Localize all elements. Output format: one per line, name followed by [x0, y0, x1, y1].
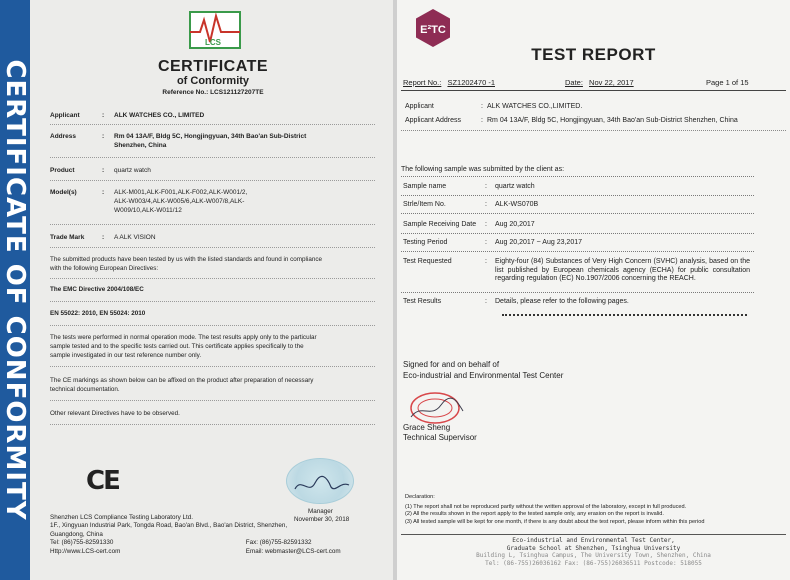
conditions-line-2: sample tested and to the specific tests carried out. This certificate applies specifically to the [50, 343, 304, 350]
report-date [565, 78, 634, 87]
models-line-2: ALK-W003/4,ALK-W005/6,ALK-W007/8,ALK- [114, 198, 245, 205]
period-value: Aug 20,2017 ~ Aug 23,2017 [495, 239, 582, 246]
ce-mark: CE [86, 466, 119, 496]
signature-icon [287, 459, 355, 505]
ce-line-1: The CE markings as shown below can be affixed on the product after preparation of necessary [50, 377, 314, 384]
conditions-line-3: sample investigated in our test reference number only. [50, 352, 202, 359]
band-text: CERTIFICATE OF CONFORMITY [0, 59, 30, 521]
lab-email: Email: webmaster@LCS-cert.com [245, 547, 341, 555]
report-applicant-label: Applicant [405, 103, 434, 110]
report-title: TEST REPORT [531, 45, 656, 64]
certificate-title: CERTIFICATE [157, 58, 269, 75]
trademark-label: Trade Mark [50, 234, 85, 241]
report-number [403, 78, 495, 87]
footer-line-3: Building L, Tsinghua Campus, The University Town, Shenzhen, China [476, 552, 711, 560]
standards-text: EN 55022: 2010, EN 55024: 2010 [50, 310, 146, 317]
compliance-line-1: The submitted products have been tested by us with the listed standards and found in compliance [50, 256, 322, 263]
product-label: Product [50, 167, 75, 174]
lcs-logo [188, 10, 242, 50]
lab-web: Http://www.LCS-cert.com [50, 547, 121, 555]
models-line-1: ALK-M001,ALK-F001,ALK-F002,ALK-W001/2, [114, 189, 248, 196]
svg-text:LCS: LCS [205, 38, 221, 47]
report-address-value: Rm 04 13A/F, Bldg 5C, Hongjingyuan, 34th Bao'an Sub-District Shenzhen, China [487, 117, 738, 124]
address-line-2: Shenzhen, China [114, 142, 167, 149]
signed-line-1: Signed for and on behalf of [403, 360, 500, 369]
sample-name-value: quartz watch [495, 183, 535, 190]
manager-title: Manager [308, 508, 333, 515]
lab-footer [50, 514, 380, 556]
other-directives: Other relevant Directives have to be observed. [50, 410, 180, 417]
sample-name-label: Sample name [403, 183, 447, 190]
requested-value: Eighty-four (84) Substances of Very High Concern (SVHC) analysis, based on the list published by European chemicals agency (ECHA) for public consultation regarding regulation (EC) No.1907/2006 concerning the REACH. [495, 258, 750, 283]
signed-line-2: Eco-industrial and Environmental Test Center [403, 371, 564, 380]
ce-line-2: technical documentation. [50, 386, 120, 393]
period-label: Testing Period [403, 239, 448, 246]
address-label: Address [50, 133, 77, 140]
certificate-reference: Reference No.: LCS121127207TE [162, 89, 264, 96]
report-page: Page 1 of 15 [706, 78, 749, 87]
report-no-value: SZ1202470 -1 [447, 78, 495, 87]
report-no-label: Report No.: [403, 78, 442, 87]
results-value: Details, please refer to the following pages. [495, 298, 629, 305]
report-date-label: Date: [565, 78, 583, 87]
report-footer [397, 537, 790, 567]
lab-fax: Fax: (86)755-82591332 [245, 539, 312, 547]
test-conditions-paragraph [50, 333, 368, 360]
report-applicant-value: ALK WATCHES CO.,LIMITED. [487, 103, 583, 110]
conditions-line-1: The tests were performed in normal operation mode. The test results apply only to the particular [50, 334, 317, 341]
certificate-document: CERTIFICATE OF CONFORMITY LCS CERTIFICATE of Conformity Reference No.: LCS121127207TE Applicant : ALK WATCHES CO., LIMITED Address : Rm 04 13A/F, Bldg 5C, Hongjingyuan, 34th Bao'an Sub-District Shenzhen, China Product : quartz watch Model(s) : ALK-M001,ALK-F001,ALK-F002,ALK-W001/2, ALK-W003/4,ALK-W005/6,ALK-W007/8,ALK- W009/10,ALK-W011/12 Trade Mark : A ALK VISION The submitted products have been tested by us with the listed standards and found in compliance with the following European Directives: The EMC Directive 2004/108/EC EN 55022: 2010, EN 55024: 2010 The tests were performed in normal operation mode. The test results apply only to the particular sample tested and to the specific tests carried out. This certificate applies specifically to the sample investigated in our test reference number only. The CE markings as shown below can be affixed on the product after preparation of necessary technical documentation. Other relevant Directives have to be observed. CE Manager November 30, 2018 Shenzhen LCS Compliance Testing Laboratory Ltd. 1F., Xingyuan Industrial Park, Tongda Road, Bao'an Blvd., Bao'an District, Shenzhen, Guangdong, China Tel: (86)755-82591330 Fax: (86)755-82591332 Http://www.LCS-cert.com Email: webmaster@LCS-cert.com [0, 0, 393, 580]
compliance-paragraph [50, 255, 368, 273]
trademark-value: A ALK VISION [114, 234, 156, 241]
signer-block [403, 423, 477, 443]
directive-text: The EMC Directive 2004/108/EC [50, 286, 144, 293]
report-date-value: Nov 22, 2017 [589, 78, 634, 87]
footer-line-1: Eco-industrial and Environmental Test Center, [512, 537, 675, 544]
lab-address-1: 1F., Xingyuan Industrial Park, Tongda Road, Bao'an Blvd., Bao'an District, Shenzhen, [50, 522, 288, 530]
receiving-value: Aug 20,2017 [495, 221, 535, 228]
red-seal-icon [405, 389, 467, 427]
receiving-label: Sample Receiving Date [403, 221, 477, 228]
declaration [405, 494, 704, 526]
signer-name: Grace Sheng [403, 423, 451, 432]
product-value: quartz watch [114, 167, 151, 174]
models-line-3: W009/10,ALK-W011/12 [114, 207, 182, 214]
e2tc-logo [413, 8, 453, 48]
results-label: Test Results [403, 298, 442, 305]
footer-line-4: Tel: (86-755)26036162 Fax: (86-755)26036511 Postcode: 518055 [485, 559, 702, 567]
models-label: Model(s) [50, 189, 77, 196]
signed-block [403, 359, 563, 381]
sample-intro: The following sample was submitted by the client as: [401, 166, 565, 173]
declaration-title: Declaration: [405, 494, 435, 500]
certificate-side-band [0, 0, 30, 580]
report-address-label: Applicant Address [405, 117, 462, 124]
lab-address-2: Guangdong, China [50, 530, 103, 538]
lab-name: Shenzhen LCS Compliance Testing Laboratory Ltd. [50, 514, 194, 521]
requested-label: Test Requested [403, 258, 452, 265]
certificate-date: November 30, 2018 [294, 516, 350, 523]
signer-title: Technical Supervisor [403, 433, 477, 442]
svg-text:E²TC: E²TC [420, 24, 446, 36]
declaration-2: (2) All the results shown in the report apply to the tested sample only, any erasion on the report is invalid. [405, 511, 664, 518]
footer-line-2: Graduate School at Shenzhen, Tsinghua University [506, 544, 681, 552]
dotted-separator [502, 314, 747, 316]
lab-tel: Tel: (86)755-82591330 [50, 539, 114, 547]
applicant-value: ALK WATCHES CO., LIMITED [114, 112, 205, 119]
official-stamp [286, 458, 354, 504]
style-value: ALK-WS070B [495, 201, 539, 208]
address-line-1: Rm 04 13A/F, Bldg 5C, Hongjingyuan, 34th Bao'an Sub-District [114, 133, 307, 140]
declaration-3: (3) All tested sample will be kept for one month, if there is any doubt about the test report, please inform within this period [405, 518, 705, 525]
ce-marking-paragraph [50, 376, 368, 394]
declaration-1: (1) The report shall not be reproduced partly without the written approval of the laboratory, except in full produced. [405, 504, 687, 511]
style-label: Strle/Item No. [403, 201, 446, 208]
test-report-document: E²TC TEST REPORT Report No.: SZ1202470 -1 Date: Nov 22, 2017 Page 1 of 15 Applicant : ALK WATCHES CO.,LIMITED. Applicant Address : Rm 04 13A/F, Bldg 5C, Hongjingyuan, 34th Bao'an Sub-District Shenzhen, China The following sample was submitted by the client as: Sample name : quartz watch Strle/Item No. : ALK-WS070B Sample Receiving Date : Aug 20,2017 Testing Period : Aug 20,2017 ~ Aug 23,2017 Test Requested : Eighty-four (84) Substances of Very High Concern (SVHC) analysis, based on the list published by European chemicals agency (ECHA) for public consultation regarding regulation (EC) No.1907/2006 concerning the REACH. Test Results : Details, please refer to the following pages. Signed for and on behalf of Eco-industrial and Environmental Test Center Grace Sheng Technical Supervisor Declaration: (1) The report shall not be reproduced partly without the written approval of the laboratory, except in full produced. (2) All the results shown in the report apply to the tested sample only, any erasion on the report is invalid. (3) All tested sample will be kept for one month, if there is any doubt about the test report, please inform within this period Eco-industrial and Environmental Test Center, Graduate School at Shenzhen, Tsinghua University Building L, Tsinghua Campus, The University Town, Shenzhen, China Tel: (86-755)26036162 Fax: (86-755)26036511 Postcode: 518055 [397, 0, 790, 580]
applicant-label: Applicant [50, 112, 80, 119]
compliance-line-2: with the following European Directives: [50, 265, 159, 272]
certificate-subtitle: of Conformity [176, 75, 250, 87]
